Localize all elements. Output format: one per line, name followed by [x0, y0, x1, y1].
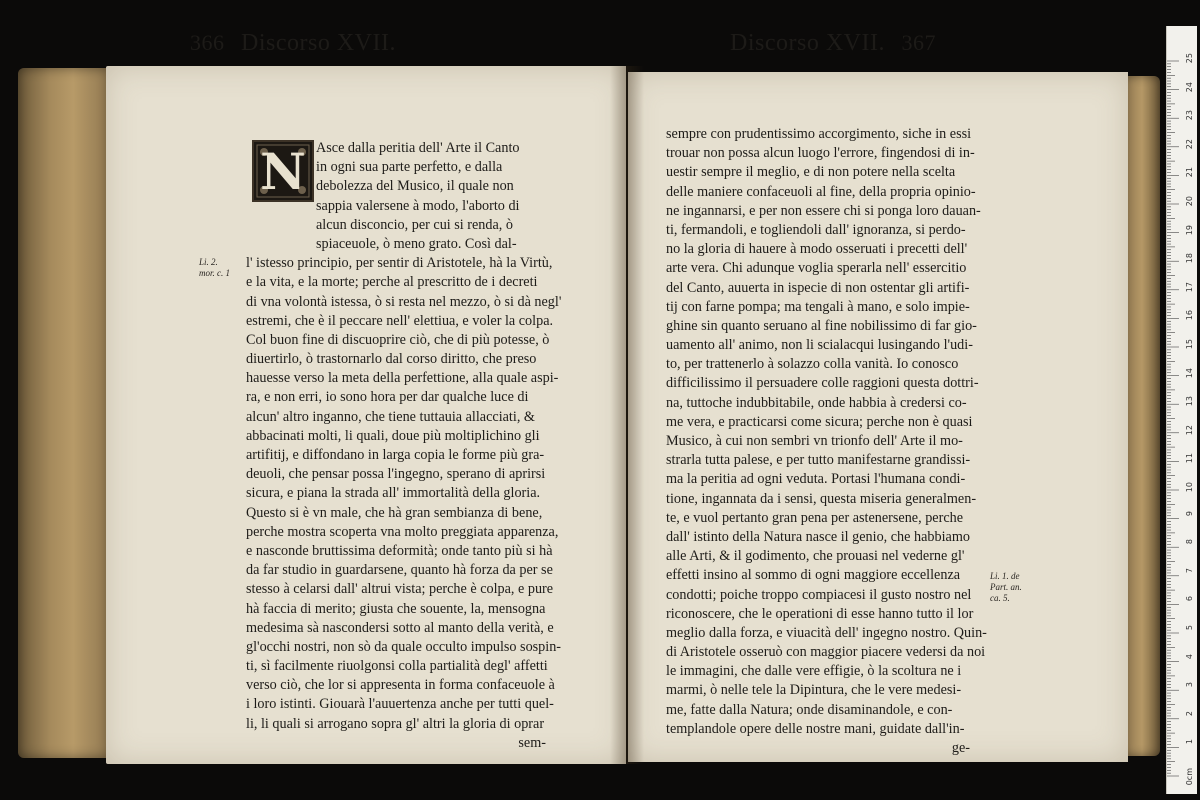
text-line: da far studio in guardarsene, quanto hà forza da per se: [246, 562, 553, 579]
text-line: templandole opere delle nostre mani, guidate dall'in-: [666, 720, 965, 737]
ruler-label: 3: [1185, 682, 1194, 688]
text-line: gl'occhi nostri, non sò da quale occulto impulso sospin-: [246, 638, 562, 655]
right-page-number: 367: [901, 30, 936, 55]
text-line: artifitij, e diffondano in larga copia le forme più gra-: [246, 447, 545, 463]
ruler-label: 20: [1185, 196, 1194, 207]
text-line: Col buon fine di discuoprire ciò, che di più potesse, ò: [246, 331, 550, 348]
right-page-text: [666, 125, 988, 758]
ruler-label: 19: [1185, 224, 1194, 235]
catchword: sem-: [518, 734, 546, 751]
text-line: medesima sà nascondersi sotto al manto della verità, e: [246, 619, 554, 636]
text-line: in ogni sua parte perfetto, e dalla: [316, 159, 503, 176]
text-line: ti, sì facilmente riuolgonsi colla partialità degl' affetti: [246, 658, 548, 675]
text-line: diuertirlo, ò trastornarlo dal corso diritto, che preso: [246, 351, 537, 368]
measurement-ruler: [1166, 26, 1197, 794]
text-line: spiaceuole, ò meno grato. Così dal-: [316, 235, 517, 252]
text-line: Asce dalla peritia dell' Arte il Canto: [316, 140, 520, 156]
ruler-label: 22: [1185, 138, 1194, 149]
text-line: effetti insino al sommo di ogni maggiore eccellenza: [666, 567, 961, 584]
text-line: ma la peritia ad ogni veduta. Portasi l'humana condi-: [666, 471, 966, 488]
left-page-edges: [18, 68, 110, 758]
ruler-label: 18: [1185, 253, 1194, 264]
left-margin-note: [199, 257, 230, 279]
text-line: tione, ingannata da i sensi, questa miseria generalmen-: [666, 490, 977, 507]
ruler-label: 6: [1185, 596, 1194, 602]
text-line: del Canto, auuerta in ispecie di non ostentar gli artifi-: [666, 279, 970, 296]
text-line: li, li quali si arrogano sopra gl' altri la gloria di oprar: [246, 715, 545, 732]
right-running-title: Discorso XVII.: [730, 30, 885, 56]
margin-note-line: mor. c. 1: [199, 268, 230, 278]
text-line: dall' istinto della Natura nasce il genio, che habbiamo: [666, 528, 970, 545]
text-line: hà faccia di merito; giusta che souente, la, mensogna: [246, 600, 546, 617]
text-line: ti, fermandoli, e togliendoli dall' ignoranza, si perdo-: [666, 221, 966, 238]
text-line: condotti; poiche troppo compiacesi il gusto nostro nel: [666, 586, 972, 603]
text-line: alcun' altro inganno, che tiene tuttauia allacciati, &: [246, 408, 535, 425]
text-line: to, per trattenerlo à solazzo colla vanità. Io conosco: [666, 356, 959, 373]
text-line: te, e vuol pertanto gran pena per astenersene, perche: [666, 509, 964, 526]
text-line: hauesse verso la meta della perfettione, alla quale aspi-: [246, 370, 559, 387]
left-running-title: Discorso XVII.: [241, 30, 396, 56]
margin-note-line: Li. 1. de: [990, 571, 1020, 581]
text-line: me, fatte dalla Natura; onde disaminandole, e con-: [666, 701, 953, 718]
ruler-label: 9: [1185, 510, 1194, 516]
left-page-number: 366: [190, 30, 225, 55]
text-line: no la gloria di hauere à modo osseruati i precetti dell': [666, 241, 968, 258]
margin-note-line: ca. 5.: [990, 593, 1010, 603]
ruler-label: 25: [1185, 53, 1194, 64]
text-line: di vna volontà istessa, ò si resta nel mezzo, ò si dà negl': [246, 293, 562, 310]
text-line: e nasconde bruttissima deformità; onde tanto più si hà: [246, 542, 553, 559]
text-line: estremi, che è il peccare nell' elettiua, e voler la colpa.: [246, 312, 554, 329]
text-line: delle maniere confaceuoli al fine, della propria opinio-: [666, 183, 976, 200]
text-line: i loro istinti. Giouarà l'auuertenza anche per tutti quel-: [246, 696, 554, 713]
ruler-label: 12: [1185, 424, 1194, 435]
text-line: perche mostra scoperta vna molto preggiata apparenza,: [246, 523, 559, 540]
text-line: Musico, à cui non sembri vn trionfo dell' Arte il mo-: [666, 433, 963, 449]
text-line: abbacinati molti, li quali, doue più moltiplichino gli: [246, 427, 540, 444]
text-line: l' istesso principio, per sentir di Aristotele, hà la Virtù,: [246, 255, 553, 272]
open-book: [18, 58, 1160, 768]
ruler-label: 8: [1185, 539, 1194, 545]
ruler-label: 23: [1185, 110, 1194, 121]
ruler-label: 4: [1185, 653, 1194, 659]
text-line: uestir sempre il meglio, e di non potere nella scelta: [666, 164, 956, 181]
text-line: Questo si è vn male, che hà gran sembianza di bene,: [246, 504, 543, 521]
margin-note-line: Li. 2.: [199, 257, 218, 267]
ruler-label: 21: [1185, 167, 1194, 178]
text-line: di Aristotele osseruò con maggior piacere vedersi da noi: [666, 644, 986, 661]
text-line: difficilissimo il persuadere colle raggioni questa dottri-: [666, 375, 979, 392]
text-line: ghine sin quanto seruano al fine nobilissimo di far gio-: [666, 317, 977, 334]
text-line: le immagini, che dalle vere effigie, ò la scoltura ne i: [666, 663, 962, 680]
text-line: me vera, e practicarsi come sicura; perche non è quasi: [666, 413, 973, 430]
text-line: alcun disconcio, per cui si renda, ò: [316, 216, 513, 233]
ruler-label: 2: [1185, 710, 1194, 716]
ruler-label: 17: [1185, 281, 1194, 292]
text-line: ra, e non erri, io sono hora per dar qualche luce di: [246, 389, 529, 406]
ruler-label: 11: [1185, 453, 1194, 464]
text-line: deuoli, che pensar possa l'ingegno, sperano di aprirsi: [246, 466, 546, 483]
text-line: riconoscere, che le operationi di esse hanno tutto il lor: [666, 605, 974, 622]
text-line: sicura, e piana la strada all' immortalità della gloria.: [246, 485, 541, 502]
ruler-label: 0cm: [1185, 768, 1194, 786]
ruler-label: 24: [1185, 81, 1194, 92]
ruler-label: 1: [1185, 739, 1194, 745]
text-line: ne ingannarsi, e per non essere chi si ponga loro dauan-: [666, 202, 981, 219]
ruler-label: 7: [1185, 567, 1194, 573]
text-line: sempre con prudentissimo accorgimento, siche in essi: [666, 126, 972, 142]
left-page-text: [246, 139, 564, 753]
text-line: debolezza del Musico, il quale non: [316, 178, 514, 195]
left-page-header: [180, 30, 396, 57]
ruler-label: 13: [1185, 396, 1194, 407]
right-page-edges: [1124, 76, 1160, 756]
catchword: ge-: [951, 740, 970, 756]
text-line: stesso à celarsi dall' altrui vista; perche è colpa, e pure: [246, 581, 554, 598]
text-line: na, tuttoche indubbitabile, onde habbia à credersi co-: [666, 394, 967, 411]
margin-note-line: Part. an.: [990, 582, 1022, 592]
text-line: sappia valersene à modo, l'aborto di: [316, 197, 520, 214]
drop-cap-letter: N: [260, 142, 306, 201]
ruler-label: 10: [1185, 482, 1194, 493]
ruler-label: 15: [1185, 339, 1194, 350]
text-line: alle Arti, & il godimento, che prouasi nel vederne gl': [666, 548, 965, 565]
text-line: trouar non possa alcun luogo l'errore, fingendosi di in-: [666, 145, 975, 162]
ruler-label: 16: [1185, 310, 1194, 321]
right-margin-note: [990, 571, 1022, 604]
ruler-label: 5: [1185, 625, 1194, 631]
text-line: marmi, ò nelle tele la Dipintura, che le vere medesi-: [666, 682, 962, 699]
book-gutter: [610, 66, 644, 764]
text-line: meglio dalla forza, e viuacità dell' ingegno nostro. Quin-: [666, 624, 987, 641]
text-line: e la vita, e la morte; perche al prescritto de i decreti: [246, 274, 538, 291]
text-line: uamento all' animo, non li scialacqui lusingando l'udi-: [666, 337, 973, 354]
text-line: arte vera. Chi adunque voglia sperarla nell' essercitio: [666, 260, 967, 277]
right-page-header: [730, 30, 946, 57]
text-line: strarla tutta palese, e per tutto manifestarne grandissi-: [666, 452, 971, 469]
ruler-label: 14: [1185, 367, 1194, 378]
text-line: verso ciò, che lor si appresenta in forma confaceuole à: [246, 677, 555, 694]
text-line: tij con farne pompa; ma tengali à mano, e solo impie-: [666, 298, 970, 315]
